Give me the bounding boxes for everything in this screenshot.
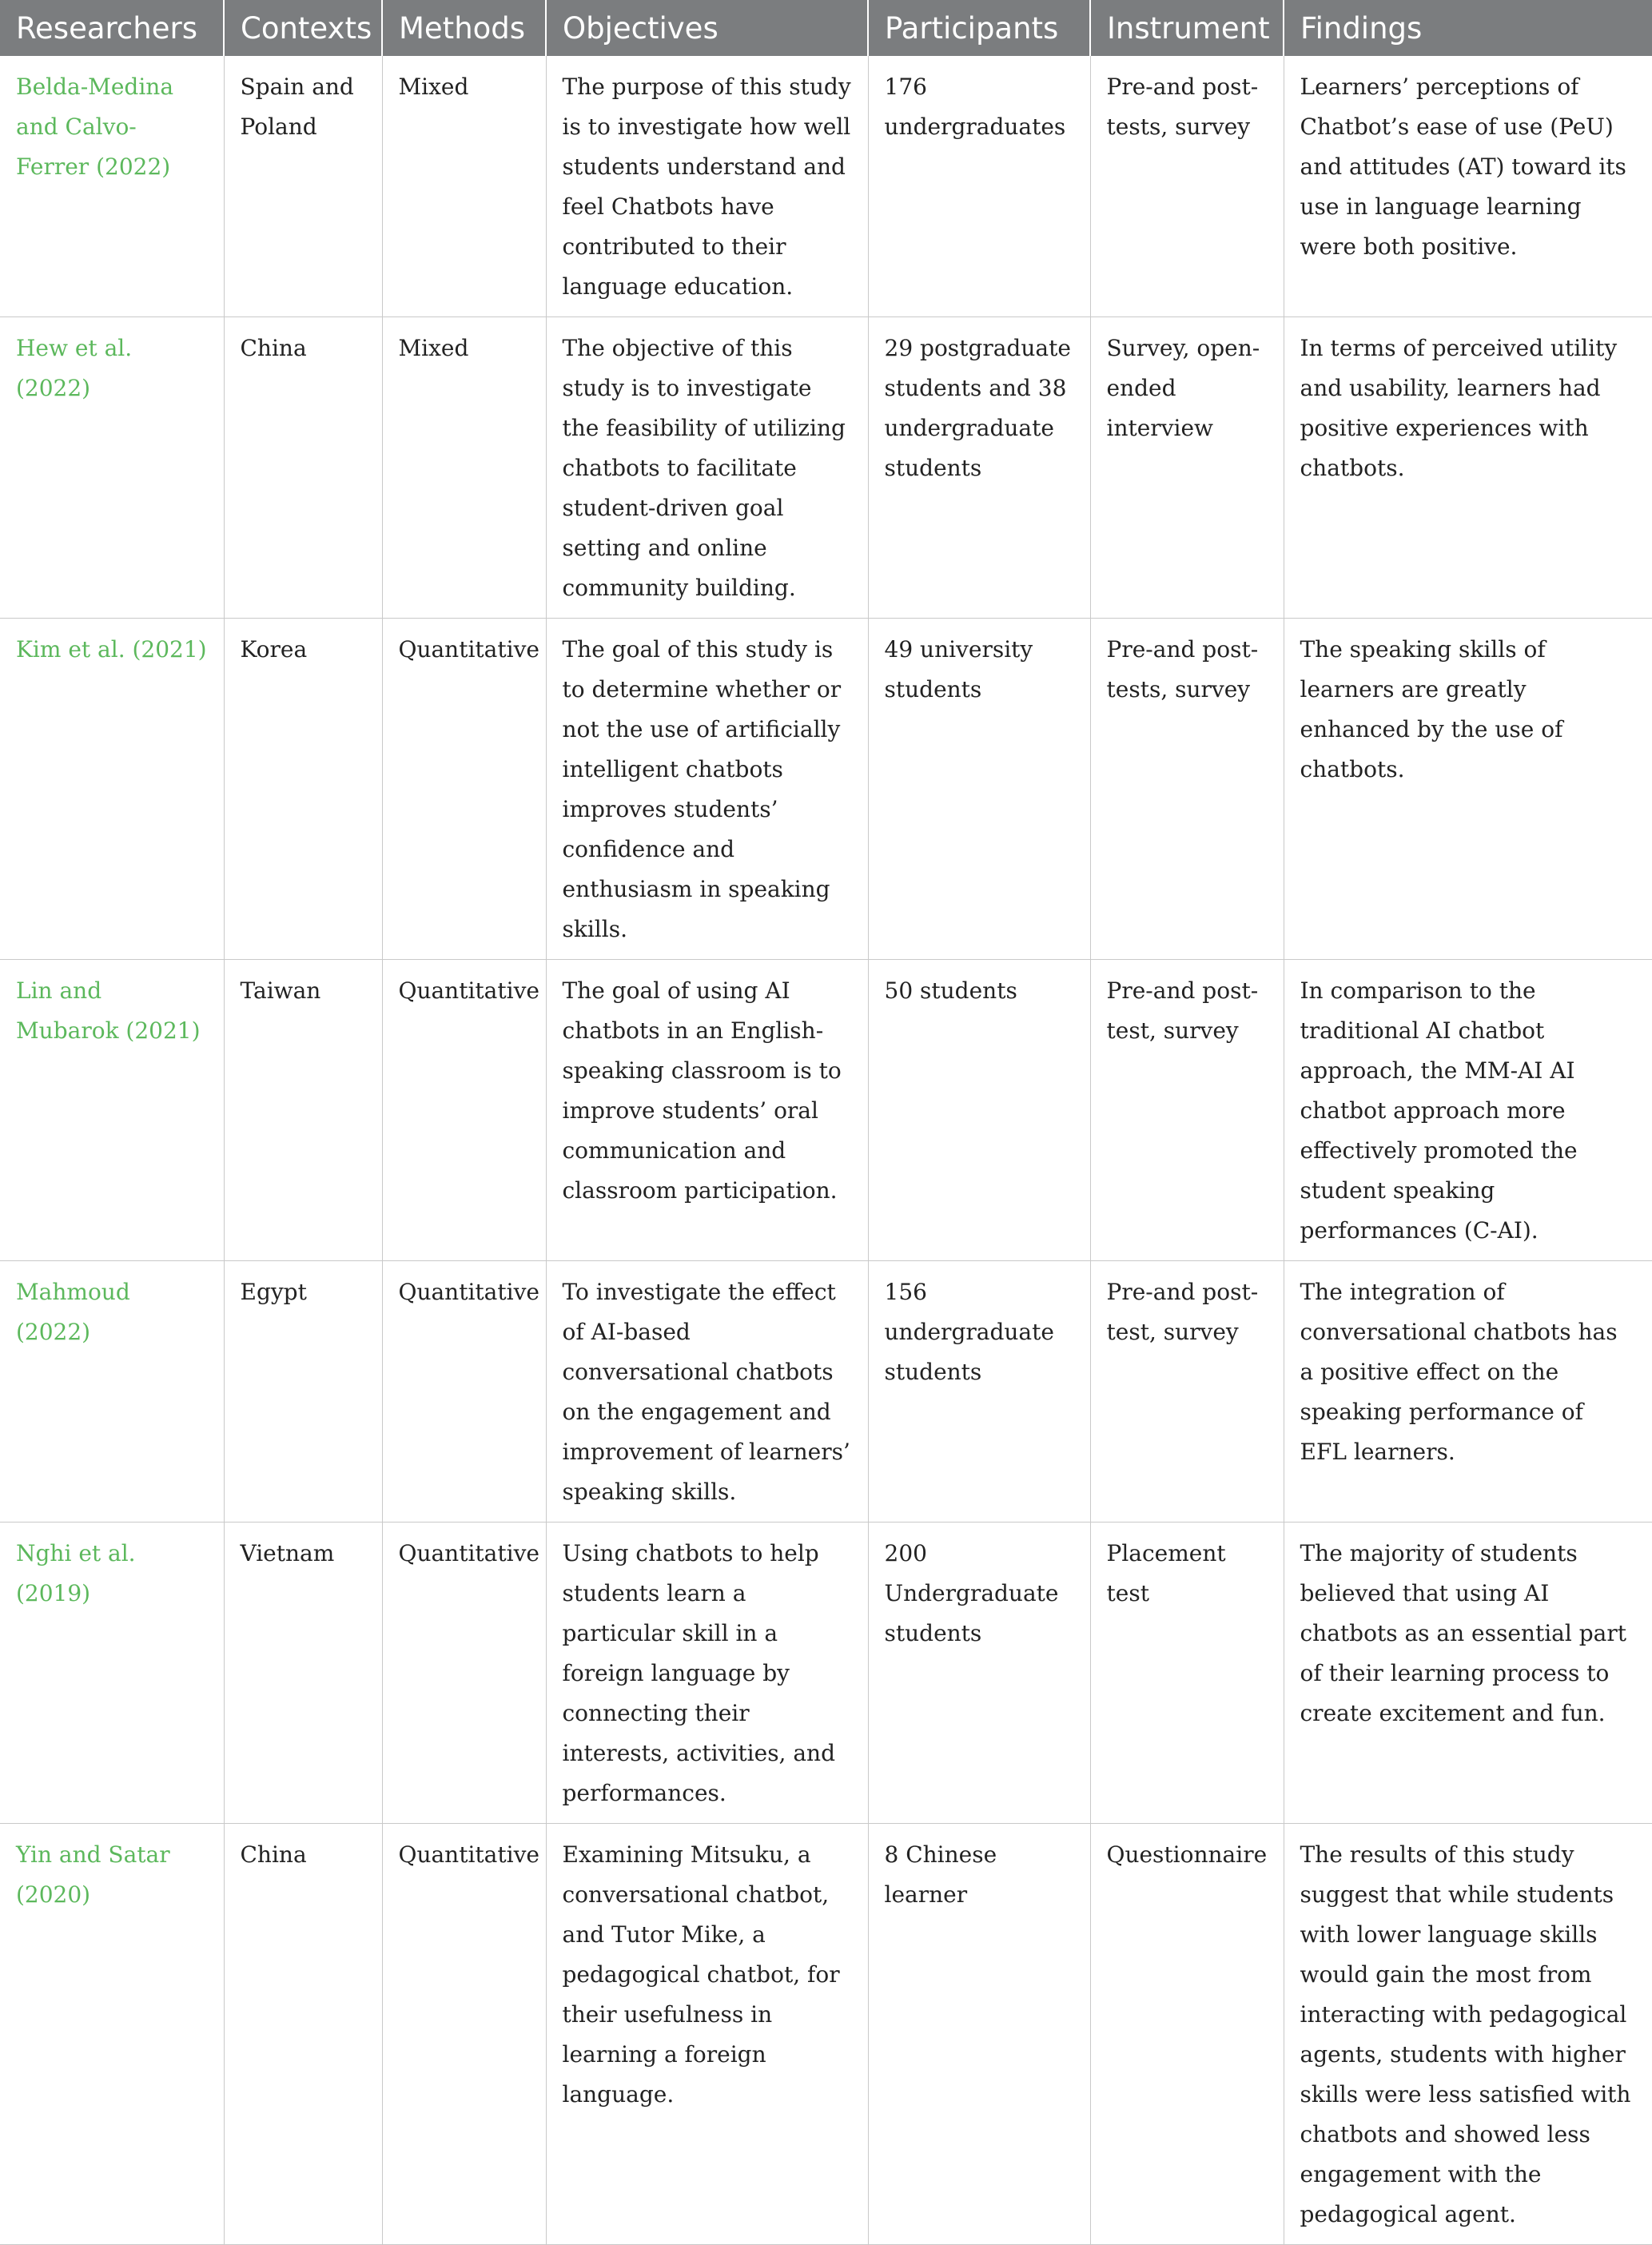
header-row	[0, 0, 1652, 56]
context-cell: Spain and Poland	[224, 56, 382, 317]
method-cell: Quantitative	[382, 1523, 546, 1824]
method-cell: Quantitative	[382, 1824, 546, 2245]
participants-cell: 50 students	[868, 960, 1090, 1261]
header-instrument: Instrument	[1090, 0, 1284, 56]
researchers-link[interactable]: Hew et al. (2022)	[0, 317, 224, 619]
participants-cell: 200 Undergraduate students	[868, 1523, 1090, 1824]
header-findings: Findings	[1284, 0, 1652, 56]
context-cell: Egypt	[224, 1261, 382, 1523]
findings-cell: Learners’ perceptions of Chatbot’s ease of use (PeU) and attitudes (AT) toward its use in language learning were both positive.	[1284, 56, 1652, 317]
table-row	[0, 1824, 1652, 2245]
findings-cell: The integration of conversational chatbots has a positive effect on the speaking performance of EFL learners.	[1284, 1261, 1652, 1523]
method-cell: Quantitative	[382, 960, 546, 1261]
header-researchers: Researchers	[0, 0, 224, 56]
objective-cell: The purpose of this study is to investigate how well students understand and feel Chatbots have contributed to their language education.	[546, 56, 868, 317]
objective-cell: The objective of this study is to investigate the feasibility of utilizing chatbots to facilitate student-driven goal setting and online community building.	[546, 317, 868, 619]
method-cell: Mixed	[382, 317, 546, 619]
researchers-link[interactable]: Lin and Mubarok (2021)	[0, 960, 224, 1261]
instrument-cell: Pre-and post-tests, survey	[1090, 619, 1284, 960]
context-cell: China	[224, 1824, 382, 2245]
method-cell: Quantitative	[382, 1261, 546, 1523]
objective-cell: The goal of using AI chatbots in an English-speaking classroom is to improve students’ oral communication and classroom participation.	[546, 960, 868, 1261]
findings-cell: In comparison to the traditional AI chatbot approach, the MM-AI AI chatbot approach more effectively promoted the student speaking performances (C-AI).	[1284, 960, 1652, 1261]
researchers-link[interactable]: Belda-Medina and Calvo-Ferrer (2022)	[0, 56, 224, 317]
table-row	[0, 619, 1652, 960]
context-cell: China	[224, 317, 382, 619]
table-row	[0, 56, 1652, 317]
table-row	[0, 317, 1652, 619]
header-methods: Methods	[382, 0, 546, 56]
method-cell: Quantitative	[382, 619, 546, 960]
table-row	[0, 1523, 1652, 1824]
participants-cell: 49 university students	[868, 619, 1090, 960]
context-cell: Korea	[224, 619, 382, 960]
context-cell: Taiwan	[224, 960, 382, 1261]
context-cell: Vietnam	[224, 1523, 382, 1824]
header-contexts: Contexts	[224, 0, 382, 56]
instrument-cell: Survey, open-ended interview	[1090, 317, 1284, 619]
instrument-cell: Pre-and post-tests, survey	[1090, 56, 1284, 317]
objective-cell: To investigate the effect of AI-based conversational chatbots on the engagement and improvement of learners’ speaking skills.	[546, 1261, 868, 1523]
instrument-cell: Pre-and post-test, survey	[1090, 1261, 1284, 1523]
objective-cell: Examining Mitsuku, a conversational chatbot, and Tutor Mike, a pedagogical chatbot, for their usefulness in learning a foreign language.	[546, 1824, 868, 2245]
researchers-link[interactable]: Kim et al. (2021)	[0, 619, 224, 960]
findings-cell: The speaking skills of learners are greatly enhanced by the use of chatbots.	[1284, 619, 1652, 960]
participants-cell: 8 Chinese learner	[868, 1824, 1090, 2245]
table-row	[0, 960, 1652, 1261]
objective-cell: The goal of this study is to determine whether or not the use of artificially intelligent chatbots improves students’ confidence and enthusiasm in speaking skills.	[546, 619, 868, 960]
researchers-link[interactable]: Yin and Satar (2020)	[0, 1824, 224, 2245]
header-objectives: Objectives	[546, 0, 868, 56]
header-participants: Participants	[868, 0, 1090, 56]
findings-cell: In terms of perceived utility and usability, learners had positive experiences with chatbots.	[1284, 317, 1652, 619]
findings-cell: The results of this study suggest that while students with lower language skills would gain the most from interacting with pedagogical agents, students with higher skills were less satisfied with chatbots and showed less engagement with the pedagogical agent.	[1284, 1824, 1652, 2245]
participants-cell: 176 undergraduates	[868, 56, 1090, 317]
participants-cell: 29 postgraduate students and 38 undergraduate students	[868, 317, 1090, 619]
method-cell: Mixed	[382, 56, 546, 317]
researchers-link[interactable]: Nghi et al. (2019)	[0, 1523, 224, 1824]
researchers-link[interactable]: Mahmoud (2022)	[0, 1261, 224, 1523]
instrument-cell: Placement test	[1090, 1523, 1284, 1824]
findings-cell: The majority of students believed that using AI chatbots as an essential part of their learning process to create excitement and fun.	[1284, 1523, 1652, 1824]
table-row	[0, 1261, 1652, 1523]
instrument-cell: Pre-and post-test, survey	[1090, 960, 1284, 1261]
participants-cell: 156 undergraduate students	[868, 1261, 1090, 1523]
objective-cell: Using chatbots to help students learn a particular skill in a foreign language by connecting their interests, activities, and performances.	[546, 1523, 868, 1824]
instrument-cell: Questionnaire	[1090, 1824, 1284, 2245]
